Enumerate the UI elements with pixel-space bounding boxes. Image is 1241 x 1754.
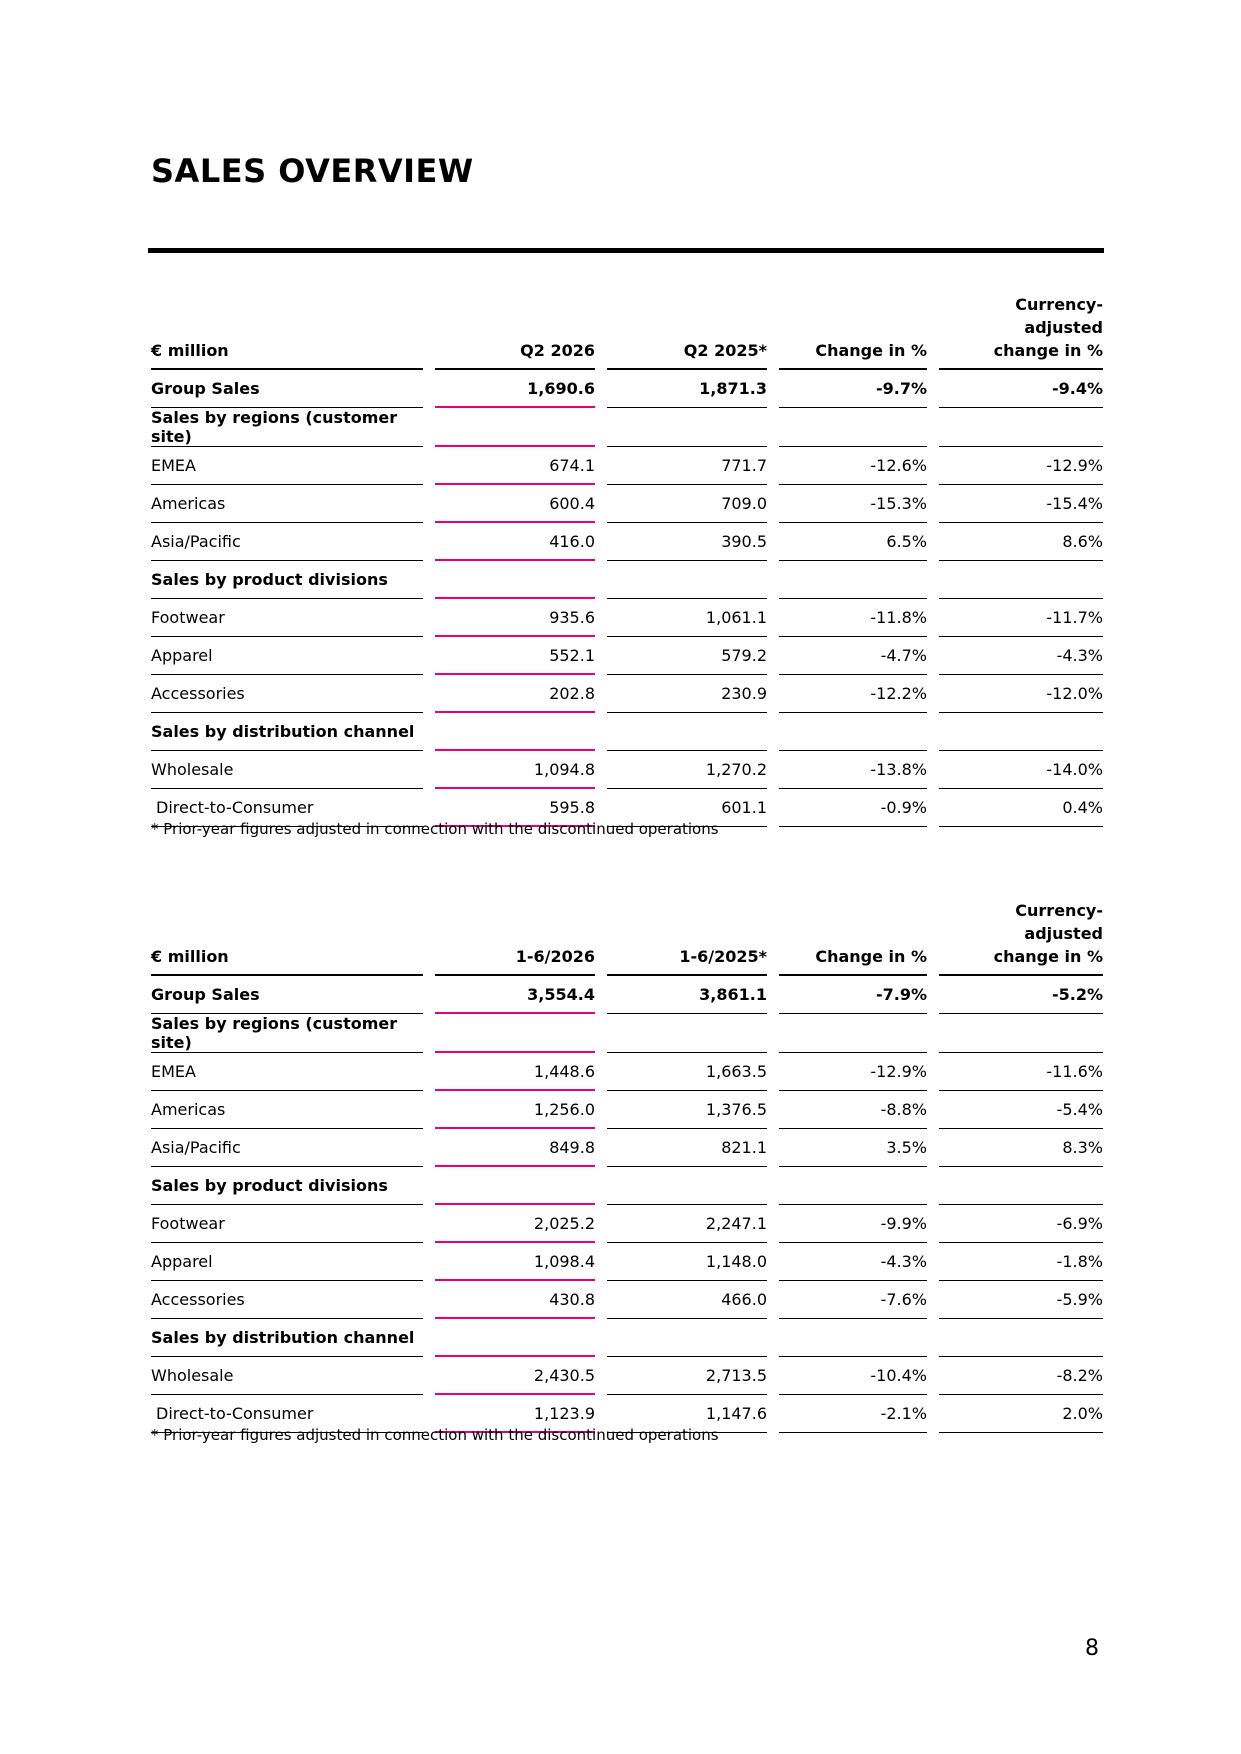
row-label: Sales by distribution channel: [151, 1319, 423, 1357]
header-current-period: 1-6/2026: [435, 899, 595, 976]
cell-currency-adjusted: [939, 1319, 1103, 1357]
cell-prior-period: [607, 1167, 767, 1205]
cell-currency-adjusted: 8.6%: [939, 523, 1103, 561]
cell-change: [779, 713, 927, 751]
cell-current-period: 600.4: [435, 485, 595, 523]
cell-prior-period: [607, 1014, 767, 1053]
cell-change: -2.1%: [779, 1395, 927, 1433]
table-row: [151, 561, 1103, 599]
cell-current-period: 1,256.0: [435, 1091, 595, 1129]
cell-currency-adjusted: -11.7%: [939, 599, 1103, 637]
cell-prior-period: 1,061.1: [607, 599, 767, 637]
cell-prior-period: 2,247.1: [607, 1205, 767, 1243]
cell-currency-adjusted: -1.8%: [939, 1243, 1103, 1281]
cell-currency-adjusted: 0.4%: [939, 789, 1103, 827]
cell-current-period: [435, 1167, 595, 1205]
cell-currency-adjusted: -5.2%: [939, 976, 1103, 1014]
table-row: [151, 1091, 1103, 1129]
cell-change: -12.6%: [779, 447, 927, 485]
cell-change: -4.7%: [779, 637, 927, 675]
cell-currency-adjusted: -4.3%: [939, 637, 1103, 675]
page-title: SALES OVERVIEW: [151, 152, 474, 190]
cell-current-period: [435, 561, 595, 599]
cell-prior-period: 1,147.6: [607, 1395, 767, 1433]
row-label: Footwear: [151, 1205, 423, 1243]
header-prior-period: Q2 2025*: [607, 293, 767, 370]
header-currency-adjusted-line2: change in %: [993, 947, 1103, 966]
cell-currency-adjusted: -9.4%: [939, 370, 1103, 408]
cell-change: -7.9%: [779, 976, 927, 1014]
table-row: [151, 1053, 1103, 1091]
cell-currency-adjusted: [939, 1014, 1103, 1053]
cell-prior-period: [607, 1319, 767, 1357]
cell-prior-period: 579.2: [607, 637, 767, 675]
cell-prior-period: [607, 713, 767, 751]
row-label: Sales by regions (customer site): [151, 408, 423, 447]
row-label: Asia/Pacific: [151, 523, 423, 561]
cell-current-period: 849.8: [435, 1129, 595, 1167]
table-row: [151, 1014, 1103, 1053]
cell-current-period: 2,025.2: [435, 1205, 595, 1243]
row-label: Americas: [151, 1091, 423, 1129]
cell-current-period: 935.6: [435, 599, 595, 637]
cell-change: -13.8%: [779, 751, 927, 789]
header-currency-adjusted-line2: change in %: [993, 341, 1103, 360]
cell-currency-adjusted: -8.2%: [939, 1357, 1103, 1395]
table-row: [151, 523, 1103, 561]
row-label: Asia/Pacific: [151, 1129, 423, 1167]
table-row: [151, 1243, 1103, 1281]
cell-current-period: 1,094.8: [435, 751, 595, 789]
row-label: Accessories: [151, 1281, 423, 1319]
cell-prior-period: 1,270.2: [607, 751, 767, 789]
cell-prior-period: 821.1: [607, 1129, 767, 1167]
cell-current-period: [435, 408, 595, 447]
cell-current-period: 430.8: [435, 1281, 595, 1319]
table-row: [151, 1167, 1103, 1205]
cell-prior-period: 466.0: [607, 1281, 767, 1319]
header-current-period: Q2 2026: [435, 293, 595, 370]
row-label: Wholesale: [151, 1357, 423, 1395]
cell-change: [779, 408, 927, 447]
table-row: [151, 713, 1103, 751]
row-label: Sales by regions (customer site): [151, 1014, 423, 1053]
cell-prior-period: 771.7: [607, 447, 767, 485]
row-label: Apparel: [151, 1243, 423, 1281]
cell-current-period: 552.1: [435, 637, 595, 675]
row-label: Group Sales: [151, 976, 423, 1014]
row-label: Sales by distribution channel: [151, 713, 423, 751]
cell-current-period: [435, 1319, 595, 1357]
table-row: [151, 1129, 1103, 1167]
table-row: [151, 447, 1103, 485]
cell-prior-period: 230.9: [607, 675, 767, 713]
row-label: EMEA: [151, 447, 423, 485]
cell-change: [779, 1014, 927, 1053]
cell-prior-period: 709.0: [607, 485, 767, 523]
cell-change: -7.6%: [779, 1281, 927, 1319]
cell-currency-adjusted: -14.0%: [939, 751, 1103, 789]
row-label: EMEA: [151, 1053, 423, 1091]
cell-current-period: 1,098.4: [435, 1243, 595, 1281]
row-label: Sales by product divisions: [151, 1167, 423, 1205]
header-currency-adjusted: [939, 293, 1103, 370]
header-currency-adjusted-line1: Currency-adjusted: [1015, 901, 1103, 943]
cell-currency-adjusted: -12.0%: [939, 675, 1103, 713]
cell-change: -8.8%: [779, 1091, 927, 1129]
cell-currency-adjusted: [939, 1167, 1103, 1205]
cell-current-period: 416.0: [435, 523, 595, 561]
cell-current-period: 595.8: [435, 789, 595, 827]
cell-change: -10.4%: [779, 1357, 927, 1395]
table-row: [151, 599, 1103, 637]
cell-prior-period: 1,663.5: [607, 1053, 767, 1091]
table-row: [151, 370, 1103, 408]
cell-change: -15.3%: [779, 485, 927, 523]
cell-change: -12.9%: [779, 1053, 927, 1091]
header-unit: € million: [151, 293, 423, 370]
header-change: Change in %: [779, 293, 927, 370]
cell-current-period: [435, 1014, 595, 1053]
cell-currency-adjusted: -11.6%: [939, 1053, 1103, 1091]
row-label: Direct-to-Consumer: [151, 789, 423, 827]
footnote: * Prior-year figures adjusted in connection with the discontinued operations: [151, 1426, 719, 1444]
row-label: Footwear: [151, 599, 423, 637]
header-prior-period: 1-6/2025*: [607, 899, 767, 976]
cell-current-period: 3,554.4: [435, 976, 595, 1014]
table-row: [151, 408, 1103, 447]
row-label: Accessories: [151, 675, 423, 713]
header-unit: € million: [151, 899, 423, 976]
header-currency-adjusted-line1: Currency-adjusted: [1015, 295, 1103, 337]
table-row: [151, 1281, 1103, 1319]
table-header-row: [151, 899, 1103, 976]
sales-table-q2: [151, 293, 1103, 827]
cell-prior-period: 601.1: [607, 789, 767, 827]
cell-current-period: 1,448.6: [435, 1053, 595, 1091]
cell-current-period: 2,430.5: [435, 1357, 595, 1395]
table-row: [151, 675, 1103, 713]
cell-current-period: 674.1: [435, 447, 595, 485]
table-row: [151, 1319, 1103, 1357]
row-label: Direct-to-Consumer: [151, 1395, 423, 1433]
table-row: [151, 751, 1103, 789]
table-row: [151, 637, 1103, 675]
cell-prior-period: 1,871.3: [607, 370, 767, 408]
table-row: [151, 1357, 1103, 1395]
table-header-row: [151, 293, 1103, 370]
cell-prior-period: 3,861.1: [607, 976, 767, 1014]
row-label: Americas: [151, 485, 423, 523]
cell-current-period: [435, 713, 595, 751]
cell-prior-period: 2,713.5: [607, 1357, 767, 1395]
cell-current-period: 1,123.9: [435, 1395, 595, 1433]
cell-change: [779, 1167, 927, 1205]
row-label: Group Sales: [151, 370, 423, 408]
cell-change: [779, 561, 927, 599]
cell-prior-period: 1,376.5: [607, 1091, 767, 1129]
footnote: * Prior-year figures adjusted in connection with the discontinued operations: [151, 820, 719, 838]
cell-prior-period: [607, 408, 767, 447]
cell-change: 3.5%: [779, 1129, 927, 1167]
cell-change: -9.9%: [779, 1205, 927, 1243]
cell-change: -11.8%: [779, 599, 927, 637]
cell-change: -0.9%: [779, 789, 927, 827]
table-row: [151, 976, 1103, 1014]
cell-change: -12.2%: [779, 675, 927, 713]
header-change: Change in %: [779, 899, 927, 976]
cell-change: [779, 1319, 927, 1357]
cell-change: -4.3%: [779, 1243, 927, 1281]
title-divider: [148, 248, 1104, 253]
page-number: 8: [1085, 1636, 1099, 1661]
row-label: Wholesale: [151, 751, 423, 789]
header-currency-adjusted: [939, 899, 1103, 976]
cell-currency-adjusted: 8.3%: [939, 1129, 1103, 1167]
cell-currency-adjusted: -5.9%: [939, 1281, 1103, 1319]
cell-currency-adjusted: -6.9%: [939, 1205, 1103, 1243]
cell-prior-period: [607, 561, 767, 599]
cell-currency-adjusted: -15.4%: [939, 485, 1103, 523]
cell-currency-adjusted: -12.9%: [939, 447, 1103, 485]
table-row: [151, 485, 1103, 523]
table-row: [151, 1205, 1103, 1243]
cell-prior-period: 390.5: [607, 523, 767, 561]
cell-currency-adjusted: 2.0%: [939, 1395, 1103, 1433]
cell-currency-adjusted: [939, 561, 1103, 599]
cell-change: -9.7%: [779, 370, 927, 408]
cell-currency-adjusted: [939, 408, 1103, 447]
cell-change: 6.5%: [779, 523, 927, 561]
cell-current-period: 1,690.6: [435, 370, 595, 408]
row-label: Sales by product divisions: [151, 561, 423, 599]
cell-prior-period: 1,148.0: [607, 1243, 767, 1281]
cell-current-period: 202.8: [435, 675, 595, 713]
cell-currency-adjusted: -5.4%: [939, 1091, 1103, 1129]
row-label: Apparel: [151, 637, 423, 675]
sales-table-h1: [151, 899, 1103, 1433]
cell-currency-adjusted: [939, 713, 1103, 751]
